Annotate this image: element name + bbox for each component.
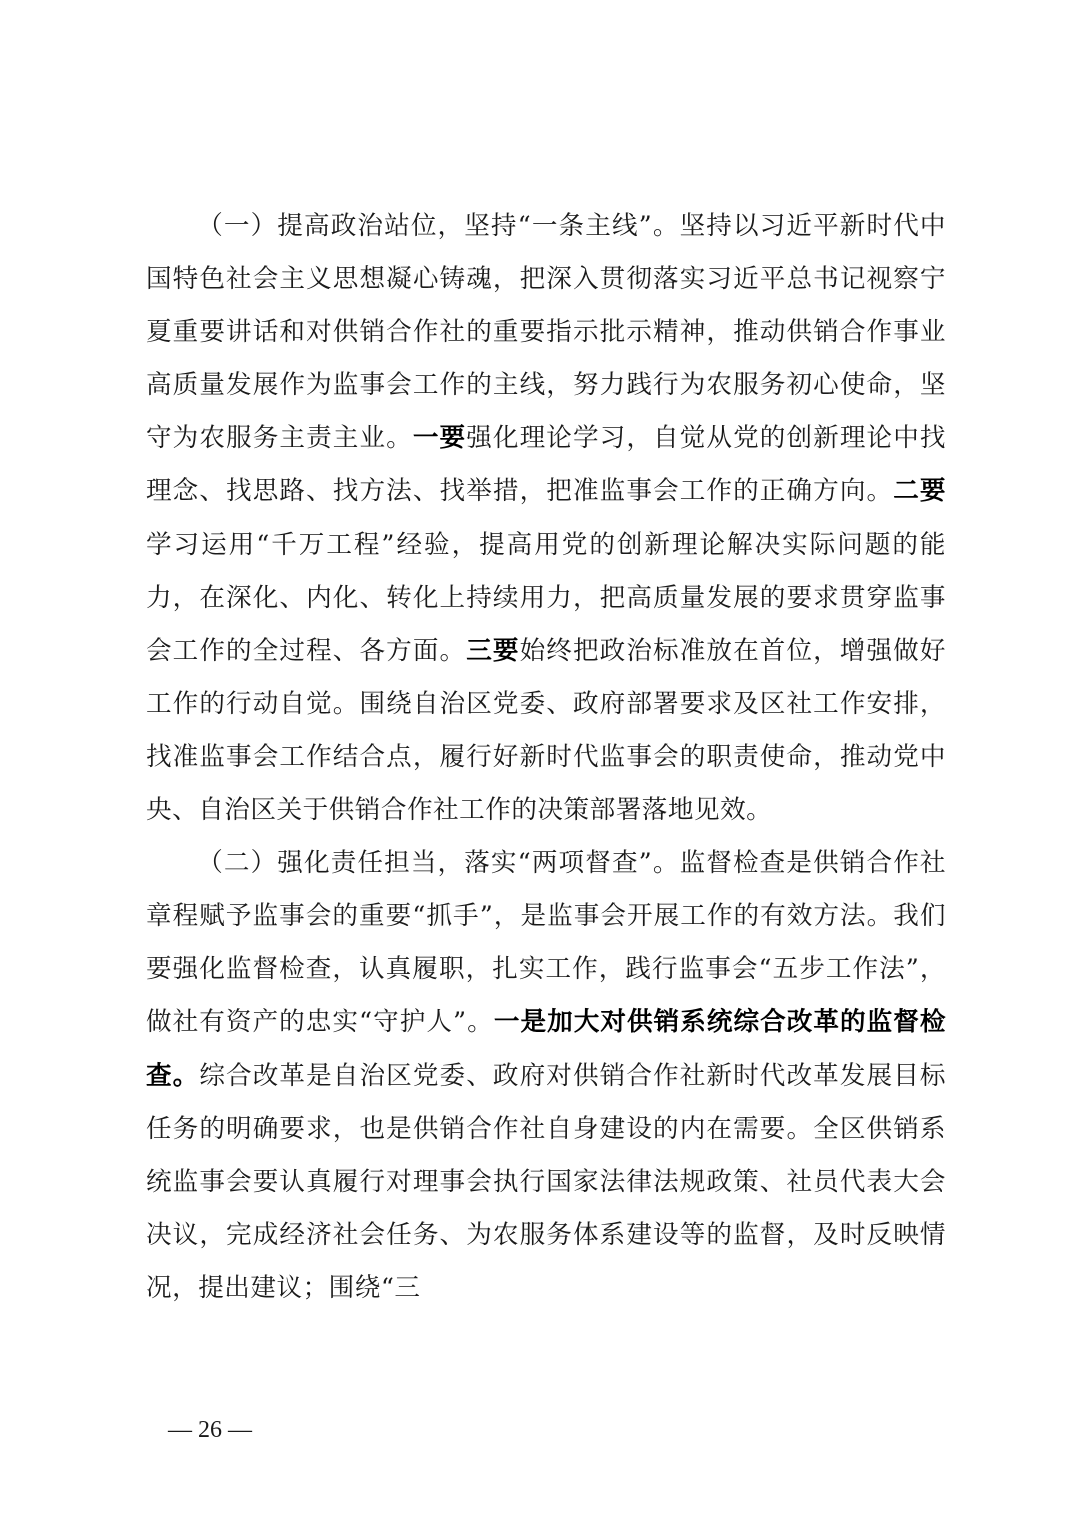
section-1-heading: （一）提高政治站位，坚持“一条主线”。: [197, 211, 680, 241]
page-number: — 26 —: [168, 1417, 252, 1443]
paragraph-section-1: [146, 200, 946, 837]
section-1-text-d: 始终把政治标准放在首位，增强做好工作的行动自觉。围绕自治区党委、政府部署要求及区社工作安排，找准监事会工作结合点，履行好新时代监事会的职责使命，推动党中央、自治区关于供销合作社工作的决策部署落地见效。: [146, 635, 946, 826]
section-2-heading: （二）强化责任担当，落实“两项督查”。: [197, 848, 680, 879]
section-1-text-c: 学习运用“千万工程”经验，提高用党的创新理论解决实际问题的能力，在深化、内化、转化上持续用力，把高质量发展的要求贯穿监事会工作的全过程、各方面。: [146, 529, 946, 666]
section-1-text-b: 强化理论学习，自觉从党的创新理论中找理念、找思路、找方法、找举措，把准监事会工作的正确方向。: [146, 423, 946, 507]
section-1-emphasis-3: 三要: [466, 635, 520, 666]
section-1-emphasis-1: 一要: [412, 423, 467, 454]
body-text: [146, 200, 946, 1315]
section-2-text-a: 监督检查是供销合作社章程赋予监事会的重要“抓手”，是监事会开展工作的有效方法。我们要强化监督检查，认真履职，扎实工作，践行监事会“五步工作法”，做社有资产的忠实“守护人”。: [146, 848, 946, 1038]
section-2-text-b: 综合改革是自治区党委、政府对供销合作社新时代改革发展目标任务的明确要求，也是供销合作社自身建设的内在需要。全区供销系统监事会要认真履行对理事会执行国家法律法规政策、社员代表大会决议，完成经济社会任务、为农服务体系建设等的监督，及时反映情况，提出建议；围绕“三: [146, 1060, 946, 1303]
section-1-emphasis-2: 二要: [893, 476, 946, 507]
section-2-emphasis-1: 一是加大对供销系统综合改革的监督检查。: [146, 1007, 946, 1091]
paragraph-section-2: [146, 837, 946, 1315]
section-1-text-a: 坚持以习近平新时代中国特色社会主义思想凝心铸魂，把深入贯彻落实习近平总书记视察宁夏重要讲话和对供销合作社的重要指示批示精神，推动供销合作事业高质量发展作为监事会工作的主线，努力践行为农服务初心使命，坚守为农服务主责主业。: [146, 211, 946, 454]
